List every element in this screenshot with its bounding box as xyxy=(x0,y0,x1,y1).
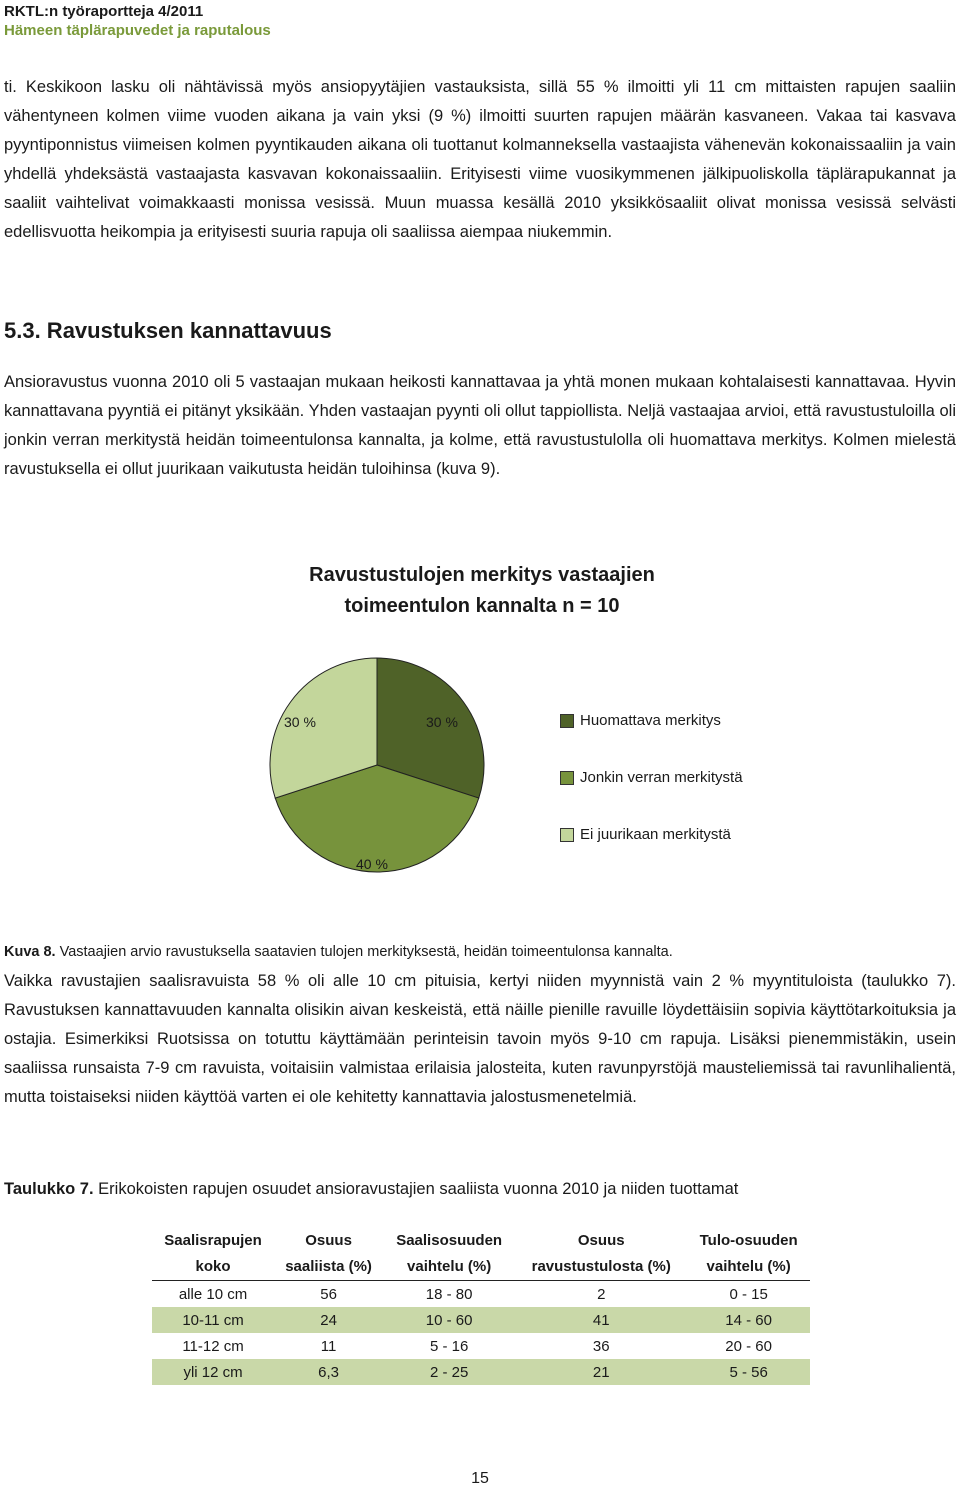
table-row: yli 12 cm 6,3 2 - 25 21 5 - 56 xyxy=(152,1359,810,1385)
chart-title-line-1: Ravustustulojen merkitys vastaajien xyxy=(309,564,655,586)
legend-label: Ei juurikaan merkitystä xyxy=(580,826,731,843)
report-series-header: RKTL:n työraportteja 4/2011 xyxy=(4,3,204,20)
paragraph-1: ti. Keskikoon lasku oli nähtävissä myös ansiopyytäjien vastauksista, sillä 55 % ilmoitti yli 11 cm mittaisten rapujen saaliin vähentyneen kolmen viime vuoden aikana ja vain yksi (9 %) ilmoitti suurten rapujen määrän kasvaneen. Vakaa tai kasvava pyyntiponnistus viimeisen kolmen pyyntikauden aikana oli tuottanut kolmanneksella vastaajista vähenevän kokonaissaaliin ja vain yhdellä yhdeksästä vastaajasta kasvavan kokonaissaaliin. Erityisesti viime vuosikymmenen jälkipuoliskolla täplärapukannat ja saaliit vaihtelivat voimakkaasti monissa vesissä. Muun muassa kesällä 2010 yksikkösaaliit olivat monissa vesissä selvästi edellisvuotta heikompia ja erityisesti suuria rapuja oli saaliissa aiempaa niukemmin. xyxy=(4,78,956,241)
table-label: Taulukko 7. xyxy=(4,1180,94,1198)
header-income-range: Tulo-osuuden vaihtelu (%) xyxy=(687,1228,810,1281)
legend-label: Huomattava merkitys xyxy=(580,712,721,729)
pie-label-huomattava: 30 % xyxy=(426,714,458,730)
report-title-header: Hämeen täplärapuvedet ja raputalous xyxy=(4,22,271,39)
pie-label-jonkin-verran: 40 % xyxy=(356,856,388,872)
table-header-row xyxy=(152,1228,810,1281)
chart-title-line-2: toimeentulon kannalta n = 10 xyxy=(344,595,620,617)
header-catch-share: Osuus saaliista (%) xyxy=(274,1228,383,1281)
page-number: 15 xyxy=(471,1470,489,1487)
table-title xyxy=(4,1180,738,1199)
table-row: alle 10 cm 56 18 - 80 2 0 - 15 xyxy=(178,1285,768,1303)
caption-text: Vastaajien arvio ravustuksella saatavien tulojen merkityksestä, heidän toimeentulonsa kannalta. xyxy=(55,944,673,960)
legend-item-jonkin-verran xyxy=(560,749,743,806)
legend-swatch xyxy=(560,828,574,842)
table-row: 10-11 cm 24 10 - 60 41 14 - 60 xyxy=(152,1307,810,1333)
legend-swatch xyxy=(560,771,574,785)
section-heading: 5.3. Ravustuksen kannattavuus xyxy=(4,318,332,343)
legend-item-ei-juurikaan xyxy=(560,806,743,863)
paragraph-2: Ansioravustus vuonna 2010 oli 5 vastaajan mukaan heikosti kannattavaa ja yhtä monen mukaan kohtalaisesti kannattavaa. Hyvin kannattavana pyyntiä ei pitänyt yksikään. Yhden vastaajan pyynti oli ollut tappiollista. Neljä vastaajaa arvioi, että ravustustuloilla oli jonkin verran merkitystä heidän toimeentulonsa kannalta, ja kolme, että ravustustulolla oli huomattava merkitys. Kolmen mielestä ravustuksella ei ollut juurikaan vaikutusta heidän tuloihinsa (kuva 9). xyxy=(4,373,956,478)
figure-caption xyxy=(4,944,673,960)
header-size: Saalisrapujen koko xyxy=(152,1228,274,1281)
pie-label-ei-juurikaan: 30 % xyxy=(284,714,316,730)
legend-label: Jonkin verran merkitystä xyxy=(580,769,743,786)
paragraph-3: Vaikka ravustajien saalisravuista 58 % oli alle 10 cm pituisia, kertyi niiden myynnistä vain 2 % myyntituloista (taulukko 7). Ravustuksen kannattavuuden kannalta olisikin aivan keskeistä, että näille pienille ravuille löydettäisiin sopivia käyttötarkoituksia ja ostajia. Esimerkiksi Ruotsissa on totuttu käyttämään perinteisin tavoin myös 9-10 cm rapuja. Lisäksi pienemmistäkin, usein saaliissa runsaista 7-9 cm ravuista, voitaisiin valmistaa erilaisia jalosteita, kuten ravunpyrstöjä mausteliemissä tai ravunlihalientä, mutta toistaiseksi niiden käyttöä varten ei ole kehitetty kannattavia jalostusmenetelmiä. xyxy=(4,972,956,1106)
legend-swatch xyxy=(560,714,574,728)
header-catch-range: Saalisosuuden vaihtelu (%) xyxy=(383,1228,515,1281)
table-row: 11-12 cm 11 5 - 16 36 20 - 60 xyxy=(182,1337,772,1355)
legend-item-huomattava xyxy=(560,692,743,749)
caption-label: Kuva 8. xyxy=(4,944,56,960)
chart-legend xyxy=(560,692,743,863)
data-table xyxy=(152,1228,810,1385)
table-title-text: Erikokoisten rapujen osuudet ansioravustajien saaliista vuonna 2010 ja niiden tuottamat xyxy=(93,1180,739,1198)
header-income-share: Osuus ravustustulosta (%) xyxy=(515,1228,687,1281)
